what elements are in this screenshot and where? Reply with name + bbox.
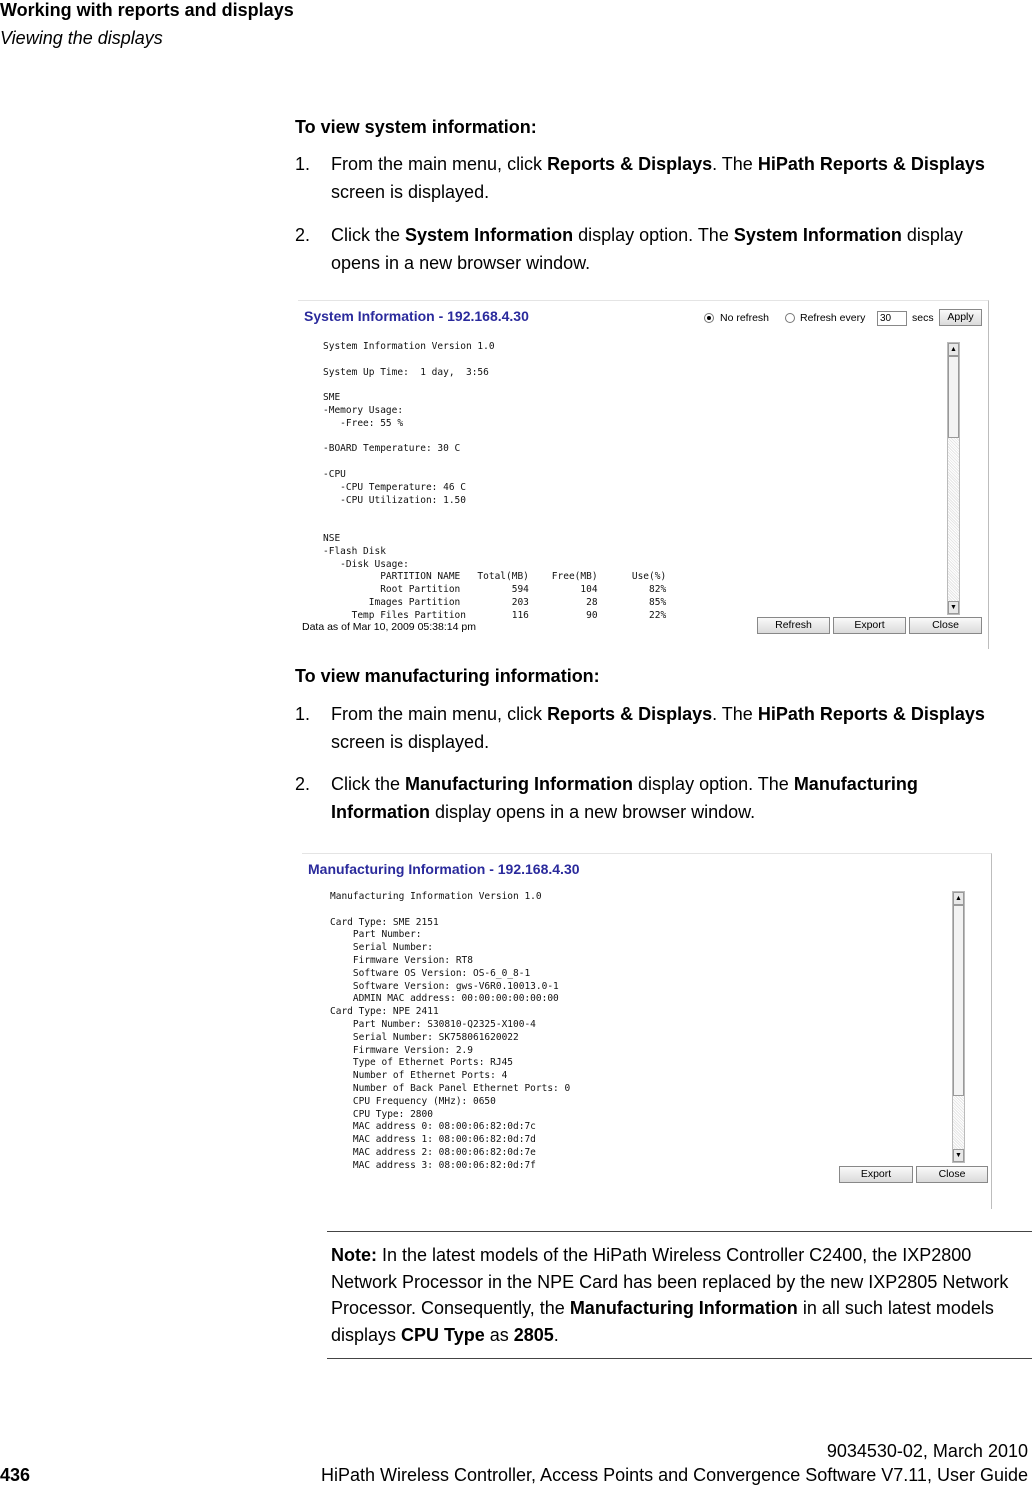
text-line: Part Number: S30810-Q2325-X100-4	[330, 1018, 536, 1030]
scroll-up-button[interactable]: ▲	[948, 343, 959, 356]
step-text: From the main menu, click Reports & Displays. The HiPath Reports & Displays screen is displayed.	[331, 704, 985, 752]
text-line	[330, 904, 950, 917]
header-subtitle: Viewing the displays	[0, 28, 163, 48]
export-button[interactable]: Export	[839, 1166, 913, 1183]
text-line	[323, 379, 943, 392]
refresh-every-label: Refresh every	[800, 312, 866, 324]
close-button[interactable]: Close	[909, 617, 982, 634]
text-line: Serial Number: SK758061620022	[330, 1031, 519, 1043]
text-line: MAC address 0: 08:00:06:82:0d:7c	[330, 1121, 536, 1133]
system-info-window	[298, 300, 989, 649]
step-2	[295, 221, 1015, 277]
text-line: ADMIN MAC address: 00:00:00:00:00:00	[330, 993, 559, 1005]
refresh-every-radio[interactable]	[785, 313, 795, 323]
no-refresh-radio[interactable]	[704, 313, 714, 323]
section-heading-system-info: To view system information:	[295, 117, 537, 137]
text-line: MAC address 2: 08:00:06:82:0d:7e	[330, 1146, 536, 1158]
text-line: -CPU Utilization: 1.50	[323, 494, 466, 506]
scroll-down-button[interactable]: ▼	[953, 1149, 964, 1162]
header-title: Working with reports and displays	[0, 0, 294, 20]
step-2	[295, 770, 1015, 826]
text-line: Serial Number:	[330, 942, 433, 954]
text-line: Card Type: NPE 2411	[330, 1006, 439, 1018]
refresh-button[interactable]: Refresh	[757, 617, 830, 634]
text-line: Firmware Version: 2.9	[330, 1044, 473, 1056]
text-line: CPU Frequency (MHz): 0650	[330, 1095, 496, 1107]
text-line: CPU Type: 2800	[330, 1108, 433, 1120]
step-number: 1.	[295, 154, 311, 174]
no-refresh-label: No refresh	[720, 312, 770, 324]
window-title: Manufacturing Information - 192.168.4.30	[308, 861, 580, 877]
close-button[interactable]: Close	[916, 1166, 988, 1183]
text-line	[323, 507, 943, 520]
text-line: SME	[323, 392, 341, 404]
text-line: -Memory Usage:	[323, 404, 404, 416]
text-line: Software OS Version: OS-6_0_8-1	[330, 967, 531, 979]
text-line: MAC address 3: 08:00:06:82:0d:7f	[330, 1159, 536, 1171]
text-line: -Free: 55 %	[323, 417, 404, 429]
text-line: MAC address 1: 08:00:06:82:0d:7d	[330, 1134, 536, 1146]
text-line: PARTITION NAME Total(MB) Free(MB) Use(%)	[323, 571, 667, 583]
step-text: From the main menu, click Reports & Displays. The HiPath Reports & Displays screen is displayed.	[331, 154, 985, 202]
text-line: System Up Time: 1 day, 3:56	[323, 366, 489, 378]
text-line: System Information Version 1.0	[323, 341, 495, 352]
vertical-scrollbar[interactable]	[952, 891, 965, 1163]
step-text: Click the System Information display option. The System Information display opens in a new browser window.	[331, 225, 963, 273]
text-line: Card Type: SME 2151	[330, 916, 439, 928]
text-line: NSE	[323, 532, 341, 544]
note-box	[327, 1231, 1032, 1359]
text-line: Number of Ethernet Ports: 4	[330, 1070, 508, 1082]
text-line: Type of Ethernet Ports: RJ45	[330, 1057, 514, 1069]
manufacturing-info-window	[302, 853, 992, 1209]
text-line: -CPU Temperature: 46 C	[323, 481, 466, 493]
step-number: 1.	[295, 704, 311, 724]
step-text: Click the Manufacturing Information display option. The Manufacturing Information display opens in a new browser window.	[331, 774, 918, 822]
scroll-thumb[interactable]	[948, 356, 959, 438]
scroll-thumb[interactable]	[953, 905, 964, 1096]
system-info-text	[323, 341, 943, 619]
note-text: Note: In the latest models of the HiPath Wireless Controller C2400, the IXP2800 Network Processor in the NPE Card has been replaced by the new IXP2805 Network Processor. Consequently, the Manufacturing Information in all such latest models displays CPU Type as 2805.	[331, 1245, 1009, 1345]
text-line: Temp Files Partition 116 90 22%	[323, 609, 667, 621]
step-1	[295, 700, 1015, 756]
export-button[interactable]: Export	[833, 617, 906, 634]
step-number: 2.	[295, 225, 311, 245]
text-line: -Flash Disk	[323, 545, 386, 557]
text-line: Root Partition 594 104 82%	[323, 584, 667, 596]
step-number: 2.	[295, 774, 311, 794]
text-line: Part Number:	[330, 929, 422, 941]
text-line: Images Partition 203 28 85%	[323, 596, 667, 608]
scroll-down-button[interactable]: ▼	[948, 601, 959, 614]
footer-doc-id: 9034530-02, March 2010	[826, 1441, 1028, 1461]
text-line: Firmware Version: RT8	[330, 954, 473, 966]
vertical-scrollbar[interactable]	[947, 342, 960, 615]
footer-guide-title: HiPath Wireless Controller, Access Points and Convergence Software V7.11, User Guide	[320, 1465, 1028, 1485]
scroll-up-button[interactable]: ▲	[953, 892, 964, 905]
text-line	[323, 354, 943, 367]
step-1	[295, 150, 1015, 206]
secs-label: secs	[912, 312, 934, 324]
text-line: Manufacturing Information Version 1.0	[330, 891, 542, 902]
window-title: System Information - 192.168.4.30	[304, 308, 529, 324]
section-heading-manufacturing-info: To view manufacturing information:	[295, 666, 600, 686]
text-line: -CPU	[323, 468, 346, 480]
apply-button[interactable]: Apply	[939, 309, 982, 326]
text-line: Software Version: gws-V6R0.10013.0-1	[330, 980, 559, 992]
footer-page-number: 436	[0, 1465, 31, 1485]
refresh-interval-input[interactable]: 30	[877, 311, 907, 326]
text-line	[323, 456, 943, 469]
text-line: -BOARD Temperature: 30 C	[323, 443, 461, 455]
data-timestamp: Data as of Mar 10, 2009 05:38:14 pm	[302, 621, 476, 633]
text-line	[323, 431, 943, 444]
text-line	[323, 520, 943, 533]
manufacturing-info-text	[330, 891, 950, 1171]
text-line: -Disk Usage:	[323, 558, 409, 570]
text-line: Number of Back Panel Ethernet Ports: 0	[330, 1082, 571, 1094]
